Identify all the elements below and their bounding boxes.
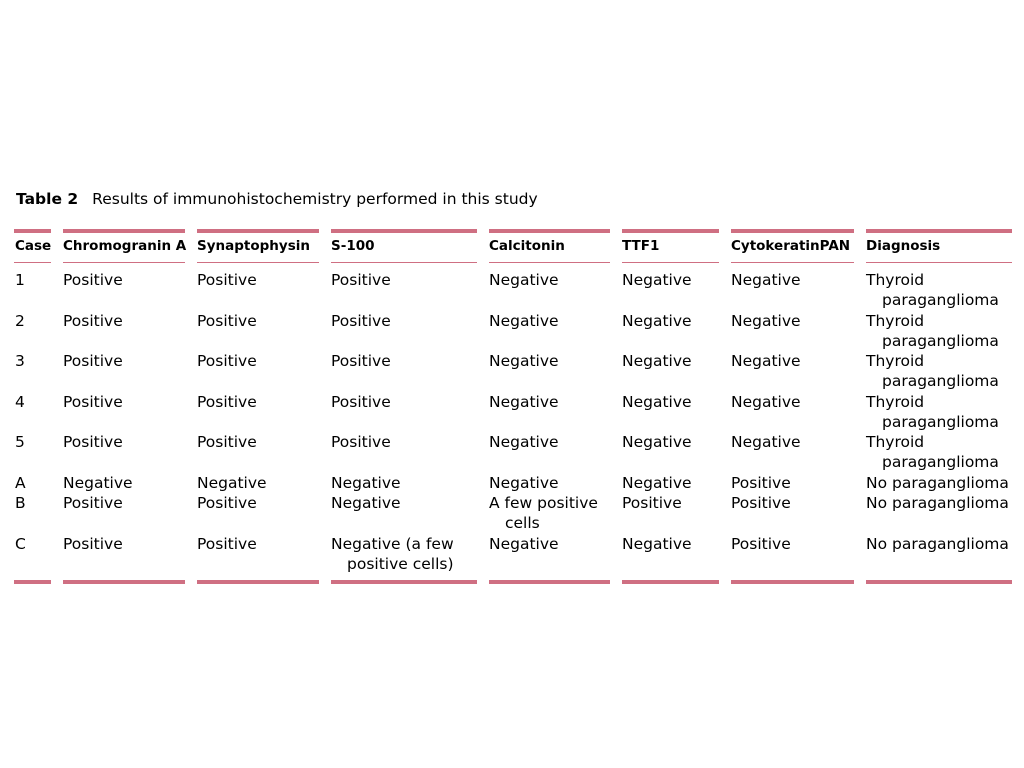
cell-case: 1 — [15, 271, 25, 289]
cell-diagnosis: No paraganglioma — [866, 474, 1009, 492]
cell-ttf1: Negative — [622, 474, 692, 492]
header-synaptophysin: Synaptophysin — [197, 238, 310, 254]
cell-diagnosis — [866, 392, 999, 432]
cell-calcitonin: Negative — [489, 393, 559, 411]
top-rule — [731, 229, 854, 233]
cell-diagnosis: No paraganglioma — [866, 535, 1009, 553]
top-rule — [197, 229, 319, 233]
cell-chromogranin-a: Positive — [63, 494, 123, 512]
cell-case: 2 — [15, 312, 25, 330]
diagnosis-line: Thyroid — [866, 352, 925, 370]
cell-calcitonin: Negative — [489, 352, 559, 370]
bottom-rule — [197, 580, 319, 584]
cell-ttf1: Negative — [622, 433, 692, 451]
header-s100: S-100 — [331, 238, 375, 254]
calcitonin-continuation: cells — [505, 514, 540, 532]
cell-cytokeratin-pan: Negative — [731, 312, 801, 330]
diagnosis-continuation: paraganglioma — [882, 332, 999, 350]
bottom-rule — [14, 580, 51, 584]
diagnosis-line: Thyroid — [866, 393, 925, 411]
cell-chromogranin-a: Positive — [63, 433, 123, 451]
header-rule — [197, 262, 319, 263]
cell-s100: Positive — [331, 433, 391, 451]
diagnosis-continuation: paraganglioma — [882, 413, 999, 431]
s100-line: Negative (a few — [331, 535, 454, 553]
cell-s100: Positive — [331, 393, 391, 411]
cell-case: 4 — [15, 393, 25, 411]
top-rule — [866, 229, 1012, 233]
cell-calcitonin: Negative — [489, 271, 559, 289]
header-rule — [731, 262, 854, 263]
cell-cytokeratin-pan: Positive — [731, 494, 791, 512]
table-number: Table 2 — [16, 190, 79, 208]
cell-chromogranin-a: Positive — [63, 312, 123, 330]
cell-calcitonin: Negative — [489, 312, 559, 330]
cell-synaptophysin: Negative — [197, 474, 267, 492]
table-title: Results of immunohistochemistry performed in this study — [92, 190, 538, 208]
cell-diagnosis — [866, 311, 999, 351]
bottom-rule — [731, 580, 854, 584]
header-chromogranin-a: Chromogranin A — [63, 238, 187, 254]
cell-diagnosis — [866, 432, 999, 472]
header-rule — [14, 262, 51, 263]
diagnosis-continuation: paraganglioma — [882, 372, 999, 390]
bottom-rule — [331, 580, 477, 584]
diagnosis-continuation: paraganglioma — [882, 291, 999, 309]
bottom-rule — [622, 580, 719, 584]
diagnosis-line: Thyroid — [866, 312, 925, 330]
header-cytokeratin-pan: CytokeratinPAN — [731, 238, 851, 254]
cell-cytokeratin-pan: Negative — [731, 393, 801, 411]
cell-ttf1: Negative — [622, 393, 692, 411]
cell-calcitonin: Negative — [489, 535, 559, 553]
header-calcitonin: Calcitonin — [489, 238, 565, 254]
table-caption — [16, 190, 538, 208]
cell-case: 5 — [15, 433, 25, 451]
cell-diagnosis — [866, 351, 999, 391]
cell-calcitonin — [489, 493, 598, 533]
header-case: Case — [15, 238, 52, 254]
cell-diagnosis — [866, 270, 999, 310]
cell-synaptophysin: Positive — [197, 352, 257, 370]
cell-case: 3 — [15, 352, 25, 370]
cell-calcitonin: Negative — [489, 474, 559, 492]
cell-calcitonin: Negative — [489, 433, 559, 451]
bottom-rule — [63, 580, 185, 584]
cell-cytokeratin-pan: Negative — [731, 433, 801, 451]
cell-case: B — [15, 494, 26, 512]
calcitonin-line: A few positive — [489, 494, 598, 512]
cell-chromogranin-a: Positive — [63, 393, 123, 411]
cell-synaptophysin: Positive — [197, 433, 257, 451]
header-rule — [866, 262, 1012, 263]
diagnosis-line: Thyroid — [866, 433, 925, 451]
cell-cytokeratin-pan: Positive — [731, 535, 791, 553]
top-rule — [622, 229, 719, 233]
cell-s100: Positive — [331, 271, 391, 289]
header-rule — [622, 262, 719, 263]
cell-case: C — [15, 535, 26, 553]
header-ttf1: TTF1 — [622, 238, 660, 254]
s100-continuation: positive cells) — [347, 555, 454, 573]
cell-s100: Negative — [331, 494, 401, 512]
header-rule — [331, 262, 477, 263]
cell-s100 — [331, 534, 454, 574]
cell-s100: Positive — [331, 352, 391, 370]
header-diagnosis: Diagnosis — [866, 238, 941, 254]
cell-ttf1: Negative — [622, 312, 692, 330]
cell-ttf1: Negative — [622, 271, 692, 289]
cell-ttf1: Positive — [622, 494, 682, 512]
cell-chromogranin-a: Positive — [63, 352, 123, 370]
cell-synaptophysin: Positive — [197, 312, 257, 330]
cell-ttf1: Negative — [622, 352, 692, 370]
cell-synaptophysin: Positive — [197, 271, 257, 289]
top-rule — [489, 229, 610, 233]
top-rule — [331, 229, 477, 233]
cell-case: A — [15, 474, 26, 492]
cell-synaptophysin: Positive — [197, 535, 257, 553]
diagnosis-line: Thyroid — [866, 271, 925, 289]
top-rule — [14, 229, 51, 233]
cell-chromogranin-a: Negative — [63, 474, 133, 492]
cell-s100: Negative — [331, 474, 401, 492]
cell-synaptophysin: Positive — [197, 494, 257, 512]
cell-cytokeratin-pan: Negative — [731, 271, 801, 289]
cell-cytokeratin-pan: Negative — [731, 352, 801, 370]
cell-chromogranin-a: Positive — [63, 271, 123, 289]
cell-synaptophysin: Positive — [197, 393, 257, 411]
header-rule — [63, 262, 185, 263]
top-rule — [63, 229, 185, 233]
cell-ttf1: Negative — [622, 535, 692, 553]
cell-diagnosis: No paraganglioma — [866, 494, 1009, 512]
cell-s100: Positive — [331, 312, 391, 330]
bottom-rule — [866, 580, 1012, 584]
cell-chromogranin-a: Positive — [63, 535, 123, 553]
header-rule — [489, 262, 610, 263]
diagnosis-continuation: paraganglioma — [882, 453, 999, 471]
cell-cytokeratin-pan: Positive — [731, 474, 791, 492]
bottom-rule — [489, 580, 610, 584]
